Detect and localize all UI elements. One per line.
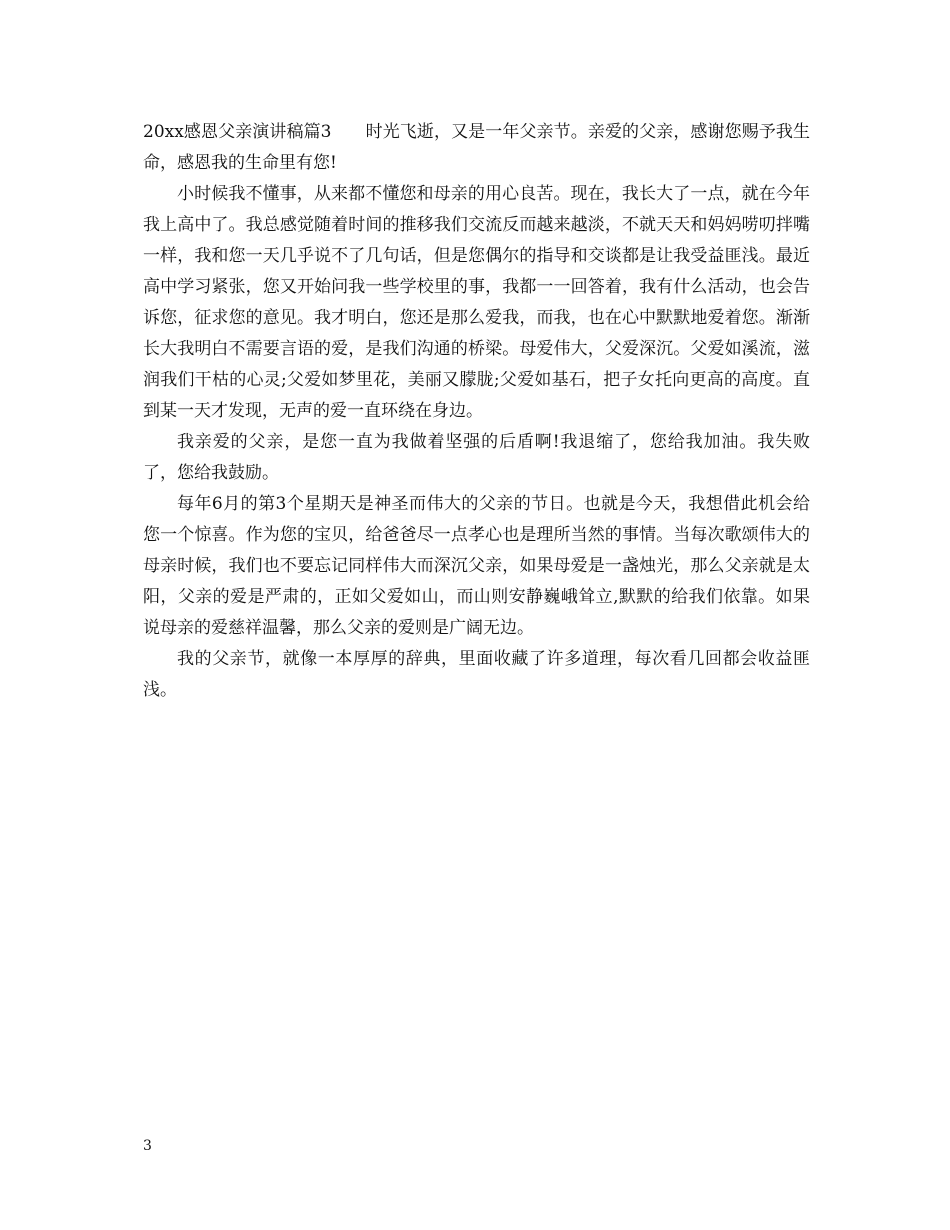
paragraph-support: 我亲爱的父亲，是您一直为我做着坚强的后盾啊!我退缩了，您给我加油。我失败了，您给我鼓励。 [143, 432, 810, 483]
paragraph-closing: 我的父亲节，就像一本厚厚的辞典，里面收藏了许多道理，每次看几回都会收益匪浅。 [143, 649, 810, 700]
paragraph-fathers-day: 每年6月的第3个星期天是神圣而伟大的父亲的节日。也就是今天，我想借此机会给您一个惊喜。作为您的宝贝，给爸爸尽一点孝心也是理所当然的事情。当每次歌颂伟大的母亲时候，我们也不要忘记同样伟大而深沉父亲，如果母爱是一盏烛光，那么父亲就是太阳，父亲的爱是严肃的，正如父爱如山，而山则安静巍峨耸立,默默的给我们依靠。如果说母亲的爱慈祥温馨，那么父亲的爱则是广阔无边。 [143, 494, 810, 638]
document-title: 20xx感恩父亲演讲稿篇3 [143, 122, 332, 142]
title-paragraph [143, 117, 810, 179]
document-body [143, 117, 810, 706]
paragraph-opening: 时光飞逝，又是一年父亲节。亲爱的父亲，感谢您赐予我生命，感恩我的生命里有您! [143, 122, 811, 173]
paragraph-childhood: 小时候我不懂事，从来都不懂您和母亲的用心良苦。现在，我长大了一点，就在今年我上高中了。我总感觉随着时间的推移我们交流反而越来越淡，不就天天和妈妈唠叨拌嘴一样，我和您一天几乎说不了几句话，但是您偶尔的指导和交谈都是让我受益匪浅。最近高中学习紧张，您又开始问我一些学校里的事，我都一一回答着，我有什么活动，也会告诉您，征求您的意见。我才明白，您还是那么爱我，而我，也在心中默默地爱着您。渐渐长大我明白不需要言语的爱，是我们沟通的桥梁。母爱伟大，父爱深沉。父爱如溪流，滋润我们干枯的心灵;父爱如梦里花，美丽又朦胧;父爱如基石，把子女托向更高的高度。直到某一天才发现，无声的爱一直环绕在身边。 [143, 184, 810, 421]
page-number: 3 [143, 1138, 152, 1154]
